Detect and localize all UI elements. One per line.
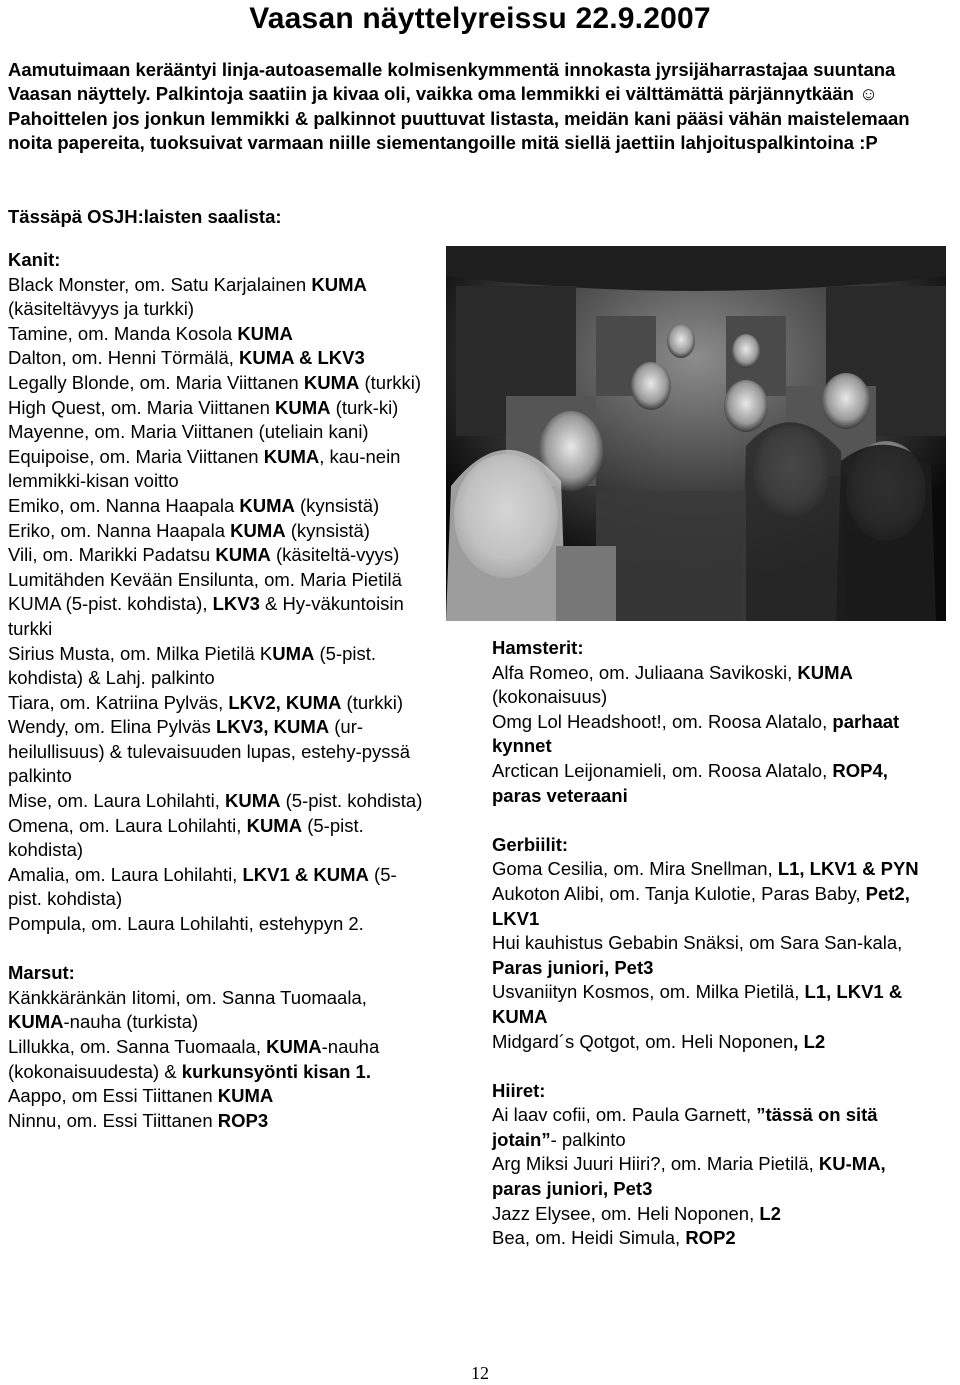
entry-text: Omg Lol Headshoot!, om. Roosa Alatalo, (492, 710, 833, 732)
result-entry (492, 661, 932, 710)
section-spacer (492, 808, 932, 833)
intro-paragraph (8, 58, 928, 156)
award-text: KUMA (266, 1036, 322, 1057)
entry-text: Usvaniityn Kosmos, om. Milka Pietilä, (492, 981, 805, 1003)
award-text: ROP4, paras veteraani (492, 759, 888, 806)
entry-text: (turkki) (341, 691, 404, 713)
award-text: KUMA (215, 544, 271, 566)
result-entry (8, 863, 428, 912)
entry-text: Mise, om. Laura Lohilahti, (8, 790, 225, 812)
entry-text: Lumitähden Kevään Ensilunta, om. Maria Pietilä KUMA (5-pist. kohdista), (8, 568, 402, 615)
result-entry (8, 1035, 428, 1084)
result-entry (492, 1152, 932, 1201)
entry-text: Bea, om. Heidi Simula, (492, 1227, 686, 1249)
entry-text: (käsiteltävyys ja turkki) (8, 298, 195, 320)
entry-text: Omena, om. Laura Lohilahti, (8, 814, 247, 836)
award-text: KUMA (217, 1085, 274, 1107)
result-entry (492, 1202, 932, 1227)
entry-text: Lillukka, om. Sanna Tuomaala, (8, 1036, 267, 1057)
result-entry (8, 986, 428, 1035)
award-text: Pet2, LKV1 (492, 882, 910, 929)
results-subheading: Tässäpä OSJH:laisten saalista: (8, 206, 282, 227)
page-number: 12 (471, 1363, 489, 1383)
result-entry (8, 420, 428, 445)
award-text: KUMA (230, 519, 286, 541)
entry-text: Sirius Musta, om. Milka Pietilä K (8, 642, 273, 664)
section-spacer (492, 1054, 932, 1079)
entry-text: Jazz Elysee, om. Heli Noponen, (492, 1202, 760, 1224)
entry-text: -nauha (turkista) (63, 1011, 199, 1033)
section-title: Hamsterit: (492, 637, 584, 658)
right-column (492, 636, 932, 1251)
page-title: Vaasan näyttelyreissu 22.9.2007 (249, 2, 711, 35)
section-title: Hiiret: (492, 1079, 546, 1101)
intro-text-end: Pahoittelen jos jonkun lemmikki & palkinnot puuttuvat listasta, meidän kani pääsi vähän maistelemaan noita papereita, tuoksuivat varmaan niille siementangoille mitä siellä jaettiin lahjoituspalkintoina :P (8, 107, 910, 154)
entry-text: High Quest, om. Maria Viittanen (8, 396, 276, 418)
award-text: UMA (272, 642, 315, 664)
result-entry (8, 494, 428, 519)
result-entry (8, 543, 428, 568)
award-text: KUMA (303, 371, 360, 393)
result-entry (8, 642, 428, 691)
award-text: LKV2, KUMA (228, 691, 342, 713)
award-text: KUMA (263, 445, 320, 467)
section-title: Kanit: (8, 249, 61, 270)
award-text: KUMA (239, 494, 295, 516)
entry-text: Hui kauhistus Gebabin Snäksi, om Sara San-kala, (492, 932, 903, 954)
award-text: KUMA (237, 322, 293, 344)
entry-text: (5-pist. kohdista) & Lahj. palkinto (8, 642, 377, 689)
section-title: Marsut: (8, 962, 75, 984)
entry-text: (käsiteltä-vyys) (270, 544, 400, 566)
entry-text: (kynsistä) (285, 519, 370, 541)
award-text: , L2 (793, 1030, 826, 1052)
entry-text: (5-pist. kohdista) (8, 863, 397, 910)
result-entry (492, 1226, 932, 1251)
entry-text: Arg Miksi Juuri Hiiri?, om. Maria Pietilä, (492, 1153, 819, 1175)
award-text: ROP2 (685, 1227, 736, 1249)
entry-text: Alfa Romeo, om. Juliaana Savikoski, (492, 661, 798, 683)
result-entry (8, 273, 428, 322)
award-text: LKV3 (212, 593, 260, 615)
award-text: ”tässä on sitä jotain” (492, 1104, 878, 1150)
entry-text: , kau-nein lemmikki-kisan voitto (8, 445, 401, 492)
entry-text: (turkki) (359, 371, 422, 393)
entry-text: (5-pist. kohdista) (8, 814, 364, 861)
entry-text: Ninnu, om. Essi Tiittanen (8, 1109, 218, 1131)
entry-text: -nauha (kokonaisuudesta) & (8, 1036, 380, 1082)
award-text: KUMA (311, 273, 367, 295)
intro-text-start: Aamutuimaan kerääntyi linja-autoasemalle kolmisenkymmentä innokasta jyrsijäharrastajaa suuntana Vaasan näyttely. Palkintoja saatiin ja kivaa oli, vaikka oma lemmikki ei välttämättä pärjännytkään (8, 59, 896, 105)
entry-text: Tamine, om. Manda Kosola (8, 322, 238, 344)
result-entry (8, 789, 428, 814)
left-column (8, 248, 428, 1133)
result-entry (8, 519, 428, 544)
entry-text: Black Monster, om. Satu Karjalainen (8, 273, 312, 295)
entry-text: Tiara, om. Katriina Pylväs, (8, 691, 229, 713)
award-text: L1, LKV1 & KUMA (492, 981, 903, 1027)
entry-text: Aukoton Alibi, om. Tanja Kulotie, Paras Baby, (492, 882, 866, 904)
result-entry (492, 882, 932, 931)
entry-text: Wendy, om. Elina Pylväs (8, 716, 217, 738)
award-text: KUMA (246, 814, 303, 836)
section-title: Gerbiilit: (492, 833, 569, 855)
award-text: KUMA (797, 661, 853, 683)
result-entry (492, 931, 932, 980)
result-entry (492, 857, 932, 882)
entry-text: Legally Blonde, om. Maria Viittanen (8, 371, 304, 393)
entry-text: (5-pist. kohdista) (280, 790, 423, 812)
result-entry (8, 396, 428, 421)
entry-text: & Hy-väkuntoisin turkki (8, 593, 404, 639)
award-text: LKV1 & KUMA (242, 863, 369, 885)
result-entry (8, 346, 428, 371)
smiley-icon: ☺ (859, 83, 878, 105)
bus-photo (446, 246, 946, 621)
result-entry (8, 371, 428, 396)
entry-text: Arctican Leijonamieli, om. Roosa Alatalo, (492, 759, 833, 781)
entry-text: (turk-ki) (330, 396, 399, 418)
bus-photo-image (446, 246, 946, 621)
result-entry (8, 445, 428, 494)
entry-text: Ai laav cofii, om. Paula Garnett, (492, 1104, 757, 1126)
result-entry (492, 1030, 932, 1055)
award-text: KUMA (275, 396, 331, 418)
section-spacer (8, 937, 428, 962)
award-text: KU-MA, paras juniori, Pet3 (492, 1153, 886, 1200)
entry-text: Midgard´s Qotgot, om. Heli Noponen (492, 1030, 794, 1052)
result-entry (8, 568, 428, 642)
result-entry (8, 691, 428, 716)
entry-text: (kokonaisuus) (492, 686, 608, 708)
award-text: KUMA (224, 790, 281, 812)
award-text: KUMA (8, 1011, 64, 1033)
entry-text: (kynsistä) (294, 494, 380, 516)
entry-text: Equipoise, om. Maria Viittanen (8, 445, 264, 467)
entry-text: (ur-heilullisuus) & tulevaisuuden lupas, estehy-pyssä palkinto (8, 716, 411, 787)
result-entry (8, 715, 428, 789)
entry-text: Känkkäränkän Iitomi, om. Sanna Tuomaala, (8, 986, 367, 1008)
award-text: parhaat kynnet (492, 710, 900, 757)
entry-text: Emiko, om. Nanna Haapala (8, 494, 240, 516)
award-text: L1, LKV1 & PYN (777, 858, 919, 880)
result-entry (492, 710, 932, 759)
award-text: ROP3 (217, 1109, 269, 1131)
entry-text: Mayenne, om. Maria Viittanen (uteliain kani) (8, 421, 369, 443)
entry-text: Dalton, om. Henni Törmälä, (8, 347, 240, 369)
result-entry (8, 814, 428, 863)
entry-text: Eriko, om. Nanna Haapala (8, 519, 231, 541)
result-entry (8, 1084, 428, 1109)
entry-text: Aappo, om Essi Tiittanen (8, 1085, 218, 1107)
result-entry (8, 322, 428, 347)
result-entry (492, 980, 932, 1029)
entry-text: Goma Cesilia, om. Mira Snellman, (492, 858, 778, 880)
result-entry (8, 1109, 428, 1134)
result-entry (8, 912, 428, 937)
result-entry (492, 759, 932, 808)
result-entry (492, 1103, 932, 1152)
award-text: KUMA & LKV3 (239, 347, 365, 369)
entry-text: Vili, om. Marikki Padatsu (8, 544, 216, 566)
entry-text: Amalia, om. Laura Lohilahti, (8, 863, 243, 885)
award-text: L2 (759, 1202, 781, 1224)
award-text: kurkunsyönti kisan 1. (181, 1060, 371, 1082)
award-text: LKV3, KUMA (216, 716, 330, 738)
award-text: Paras juniori, Pet3 (492, 956, 654, 978)
entry-text: Pompula, om. Laura Lohilahti, estehypyn 2. (8, 913, 364, 935)
entry-text: - palkinto (550, 1128, 626, 1150)
